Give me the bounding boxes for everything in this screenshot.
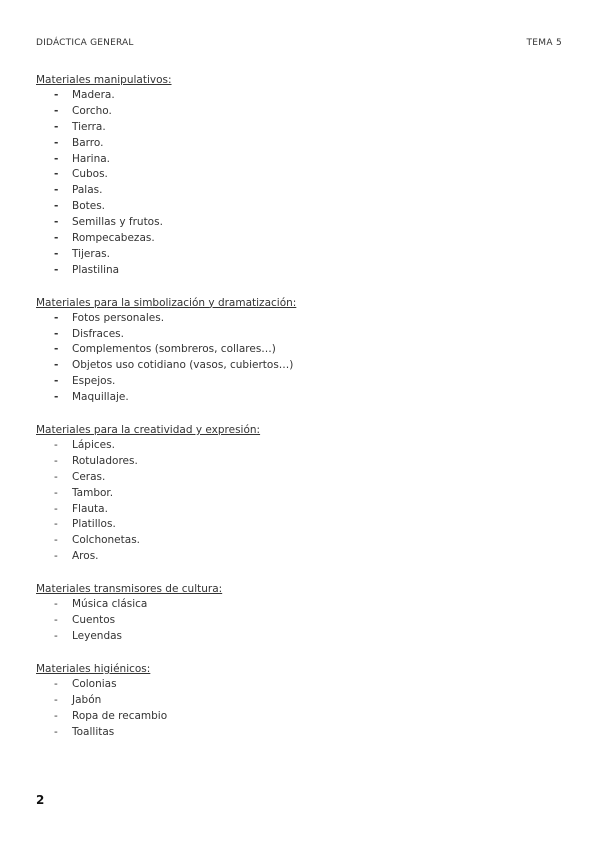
bullet-dash: - (54, 470, 58, 483)
list-item (36, 152, 556, 168)
list-item (36, 517, 556, 533)
list-item (36, 88, 556, 104)
list-item-text: Tijeras. (72, 247, 110, 260)
bullet-dash: - (54, 200, 59, 213)
bullet-dash: - (54, 327, 59, 340)
list-item-text: Tambor. (72, 486, 114, 499)
list-item (36, 533, 556, 549)
bullet-dash: - (54, 693, 58, 706)
header-topic: TEMA 5 (526, 38, 562, 48)
bullet-dash: - (54, 518, 58, 531)
list-item-text: Corcho. (72, 104, 112, 117)
list-item (36, 677, 556, 693)
section-title: Materiales transmisores de cultura: (36, 583, 223, 596)
bullet-dash: - (54, 614, 58, 627)
bullet-dash: - (54, 247, 59, 260)
bullet-dash: - (54, 120, 59, 133)
list-item (36, 470, 556, 486)
list-item-text: Lápices. (72, 439, 115, 452)
list-item (36, 725, 556, 741)
list-item (36, 693, 556, 709)
list-item-text: Semillas y frutos. (72, 216, 163, 229)
list-item (36, 358, 556, 374)
list-item (36, 597, 556, 613)
list-item (36, 438, 556, 454)
bullet-dash: - (54, 534, 58, 547)
list-item-text: Aros. (72, 550, 99, 563)
section-title: Materiales manipulativos: (36, 74, 172, 86)
item-list (36, 311, 556, 406)
list-item (36, 263, 556, 279)
list-item (36, 374, 556, 390)
list-item (36, 199, 556, 215)
section-title: Materiales para la simbolización y dramatización: (36, 296, 297, 309)
section-higienicos (36, 661, 556, 741)
bullet-dash: - (54, 439, 58, 452)
list-item (36, 120, 556, 136)
list-item (36, 215, 556, 231)
list-item (36, 247, 556, 263)
list-item-text: Ropa de recambio (72, 709, 168, 722)
list-item-text: Flauta. (72, 502, 108, 515)
bullet-dash: - (54, 104, 59, 117)
section-cultura (36, 581, 556, 645)
bullet-dash: - (54, 152, 59, 165)
list-item-text: Palas. (72, 184, 103, 197)
list-item (36, 167, 556, 183)
list-item (36, 390, 556, 406)
list-item-text: Cubos. (72, 168, 108, 181)
bullet-dash: - (54, 311, 59, 324)
bullet-dash: - (54, 598, 58, 611)
bullet-dash: - (54, 454, 58, 467)
list-item-text: Tierra. (72, 120, 106, 133)
item-list (36, 597, 556, 645)
list-item-text: Colonias (72, 677, 117, 690)
header-subject: DIDÁCTICA GENERAL (36, 38, 134, 48)
bullet-dash: - (54, 486, 58, 499)
bullet-dash: - (54, 343, 59, 356)
list-item-text: Disfraces. (72, 327, 124, 340)
list-item-text: Espejos. (72, 375, 116, 388)
list-item-text: Cuentos (72, 614, 116, 627)
list-item (36, 311, 556, 327)
bullet-dash: - (54, 725, 58, 738)
item-list (36, 88, 556, 279)
bullet-dash: - (54, 263, 59, 276)
list-item (36, 183, 556, 199)
list-item (36, 486, 556, 502)
bullet-dash: - (54, 391, 59, 404)
list-item-text: Platillos. (72, 518, 116, 531)
bullet-dash: - (54, 629, 58, 642)
list-item-text: Ceras. (72, 470, 106, 483)
list-item (36, 454, 556, 470)
list-item-text: Fotos personales. (72, 311, 165, 324)
page-number: 2 (36, 793, 45, 807)
list-item-text: Madera. (72, 89, 115, 101)
item-list (36, 677, 556, 741)
list-item (36, 327, 556, 343)
list-item-text: Barro. (72, 136, 104, 149)
list-item (36, 104, 556, 120)
bullet-dash: - (54, 502, 58, 515)
list-item-text: Complementos (sombreros, collares…) (72, 343, 276, 356)
bullet-dash: - (54, 375, 59, 388)
list-item (36, 709, 556, 725)
bullet-dash: - (54, 359, 59, 372)
document-content (36, 72, 556, 756)
item-list (36, 438, 556, 565)
bullet-dash: - (54, 550, 58, 563)
list-item (36, 629, 556, 645)
list-item (36, 231, 556, 247)
list-item (36, 502, 556, 518)
list-item-text: Rotuladores. (72, 454, 138, 467)
list-item-text: Maquillaje. (72, 391, 129, 404)
bullet-dash: - (54, 136, 59, 149)
section-title: Materiales para la creatividad y expresión: (36, 424, 261, 437)
bullet-dash: - (54, 232, 59, 245)
section-simbolizacion (36, 295, 556, 406)
bullet-dash: - (54, 184, 59, 197)
list-item-text: Leyendas (72, 629, 123, 642)
bullet-dash: - (54, 677, 58, 690)
bullet-dash: - (54, 216, 59, 229)
list-item-text: Rompecabezas. (72, 232, 155, 245)
list-item-text: Colchonetas. (72, 534, 140, 547)
list-item-text: Harina. (72, 152, 110, 165)
list-item-text: Objetos uso cotidiano (vasos, cubiertos…) (72, 359, 294, 372)
section-creatividad (36, 422, 556, 565)
list-item-text: Música clásica (72, 598, 148, 611)
list-item (36, 136, 556, 152)
list-item (36, 613, 556, 629)
bullet-dash: - (54, 89, 59, 101)
list-item-text: Plastilina (72, 263, 120, 276)
section-title: Materiales higiénicos: (36, 662, 151, 675)
list-item-text: Toallitas (72, 725, 115, 738)
list-item (36, 549, 556, 565)
bullet-dash: - (54, 709, 58, 722)
section-manipulativos (36, 72, 556, 279)
bullet-dash: - (54, 168, 59, 181)
list-item-text: Jabón (72, 693, 102, 706)
list-item-text: Botes. (72, 200, 106, 213)
list-item (36, 342, 556, 358)
